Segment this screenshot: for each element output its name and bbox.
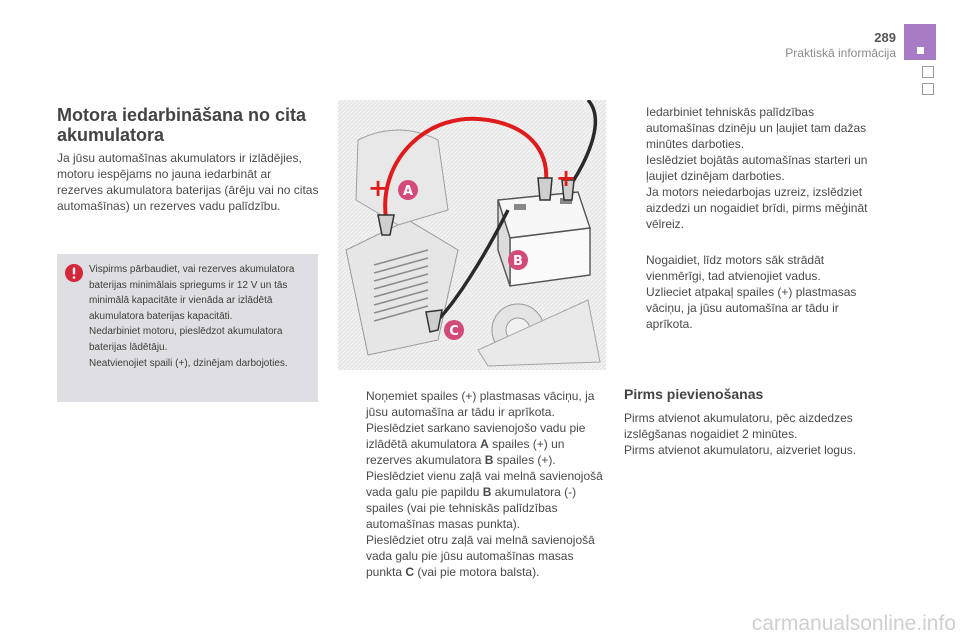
step-item bbox=[344, 532, 606, 580]
step-text: Pieslēdziet otru zaļā vai melnā savienojošā vada galu pie jūsu automašīnas masas punkta bbox=[366, 533, 595, 579]
plus-symbol-right: + bbox=[556, 164, 577, 192]
section-tab-active[interactable] bbox=[904, 24, 936, 60]
step-text: spailes (+) un rezerves akumulatora bbox=[366, 437, 565, 467]
step-text: (vai pie motora balsta). bbox=[414, 565, 540, 579]
step-text: spailes (+). bbox=[493, 453, 556, 467]
before-line: Pirms atvienot akumulatoru, pēc aizdedzes izslēgšanas nogaidiet 2 minūtes. bbox=[624, 411, 853, 441]
jump-start-illustration bbox=[338, 100, 606, 370]
warning-line: Neatvienojiet spaili (+), dzinējam darbojoties. bbox=[89, 357, 288, 369]
label-a: A bbox=[402, 184, 414, 199]
middle-steps-list bbox=[344, 388, 606, 580]
step-item bbox=[624, 104, 884, 152]
plus-symbol-left: + bbox=[368, 174, 389, 202]
section-title: Praktiskā informācija bbox=[785, 46, 896, 60]
section-tab-2[interactable] bbox=[922, 66, 934, 78]
tab-square-icon bbox=[917, 47, 924, 54]
label-b: B bbox=[513, 254, 523, 269]
step-text: Uzlieciet atpakaļ spailes (+) plastmasas vāciņu, ja jūsu automašīna ar tādu ir aprīkota. bbox=[646, 285, 857, 331]
step-item bbox=[344, 420, 606, 468]
step-text: Pieslēdziet sarkano savienojošo vadu pie izlādētā akumulatora bbox=[366, 421, 586, 451]
step-ref: C bbox=[405, 565, 415, 579]
exclamation-icon bbox=[65, 264, 83, 282]
step-text: Iedarbiniet tehniskās palīdzības automašīnas dzinēju un ļaujiet tam dažas minūtes darboties. bbox=[646, 105, 867, 151]
page-title: Motora iedarbināšana no cita akumulatora bbox=[57, 105, 307, 145]
warning-text bbox=[89, 262, 313, 371]
watermark: carmanualsonline.info bbox=[751, 612, 956, 635]
step-text: Pieslēdziet vienu zaļā vai melnā savienojošā vada galu pie papildu bbox=[366, 469, 603, 499]
step-text: akumulatora (-) spailes (vai pie tehniskās palīdzības automašīnas masas punkta). bbox=[366, 485, 577, 531]
step-item bbox=[624, 284, 884, 332]
warning-box bbox=[57, 254, 318, 402]
warning-line: Vispirms pārbaudiet, vai rezerves akumulatora baterijas minimālais spriegums ir 12 V un tās minimālā kapacitāte ir vienāda ar izlādētā akumulatora baterijas kapacitāti. bbox=[89, 264, 295, 322]
step-text: Nogaidiet, līdz motors sāk strādāt vienmērīgi, tad atvienojiet vadus. bbox=[646, 253, 825, 283]
before-connecting-text bbox=[624, 410, 886, 458]
warning-line: Nedarbiniet motoru, pieslēdzot akumulatora baterijas lādētāju. bbox=[89, 326, 283, 353]
step-text: Noņemiet spailes (+) plastmasas vāciņu, ja jūsu automašīna ar tādu ir aprīkota. bbox=[366, 389, 595, 419]
before-connecting-title: Pirms pievienošanas bbox=[624, 386, 764, 402]
before-line: Pirms atvienot akumulatoru, aizveriet logus. bbox=[624, 443, 857, 457]
intro-text: Ja jūsu automašīnas akumulators ir izlādējies, motoru iespējams no jauna iedarbināt ar rezerves akumulatora baterijas (ārēju vai no citas automašīnas) un rezerves vadu palīdzību. bbox=[57, 151, 319, 213]
step-text: Ieslēdziet bojātās automašīnas starteri un ļaujiet dzinējam darboties. bbox=[646, 153, 868, 183]
page-number: 289 bbox=[874, 30, 896, 45]
step-item bbox=[624, 152, 884, 232]
step-item bbox=[344, 388, 606, 420]
step-ref: B bbox=[484, 453, 494, 467]
step-note: Ja motors neiedarbojas uzreiz, izslēdziet aizdedzi un nogaidiet brīdi, pirms mēģināt vēlreiz. bbox=[646, 185, 868, 231]
label-c: C bbox=[449, 324, 459, 339]
step-ref: A bbox=[480, 437, 489, 451]
right-steps-list-2 bbox=[624, 252, 884, 332]
step-ref: B bbox=[482, 485, 492, 499]
step-item bbox=[344, 468, 606, 532]
right-steps-list-1 bbox=[624, 104, 884, 232]
step-item bbox=[624, 252, 884, 284]
section-tab-3[interactable] bbox=[922, 83, 934, 95]
